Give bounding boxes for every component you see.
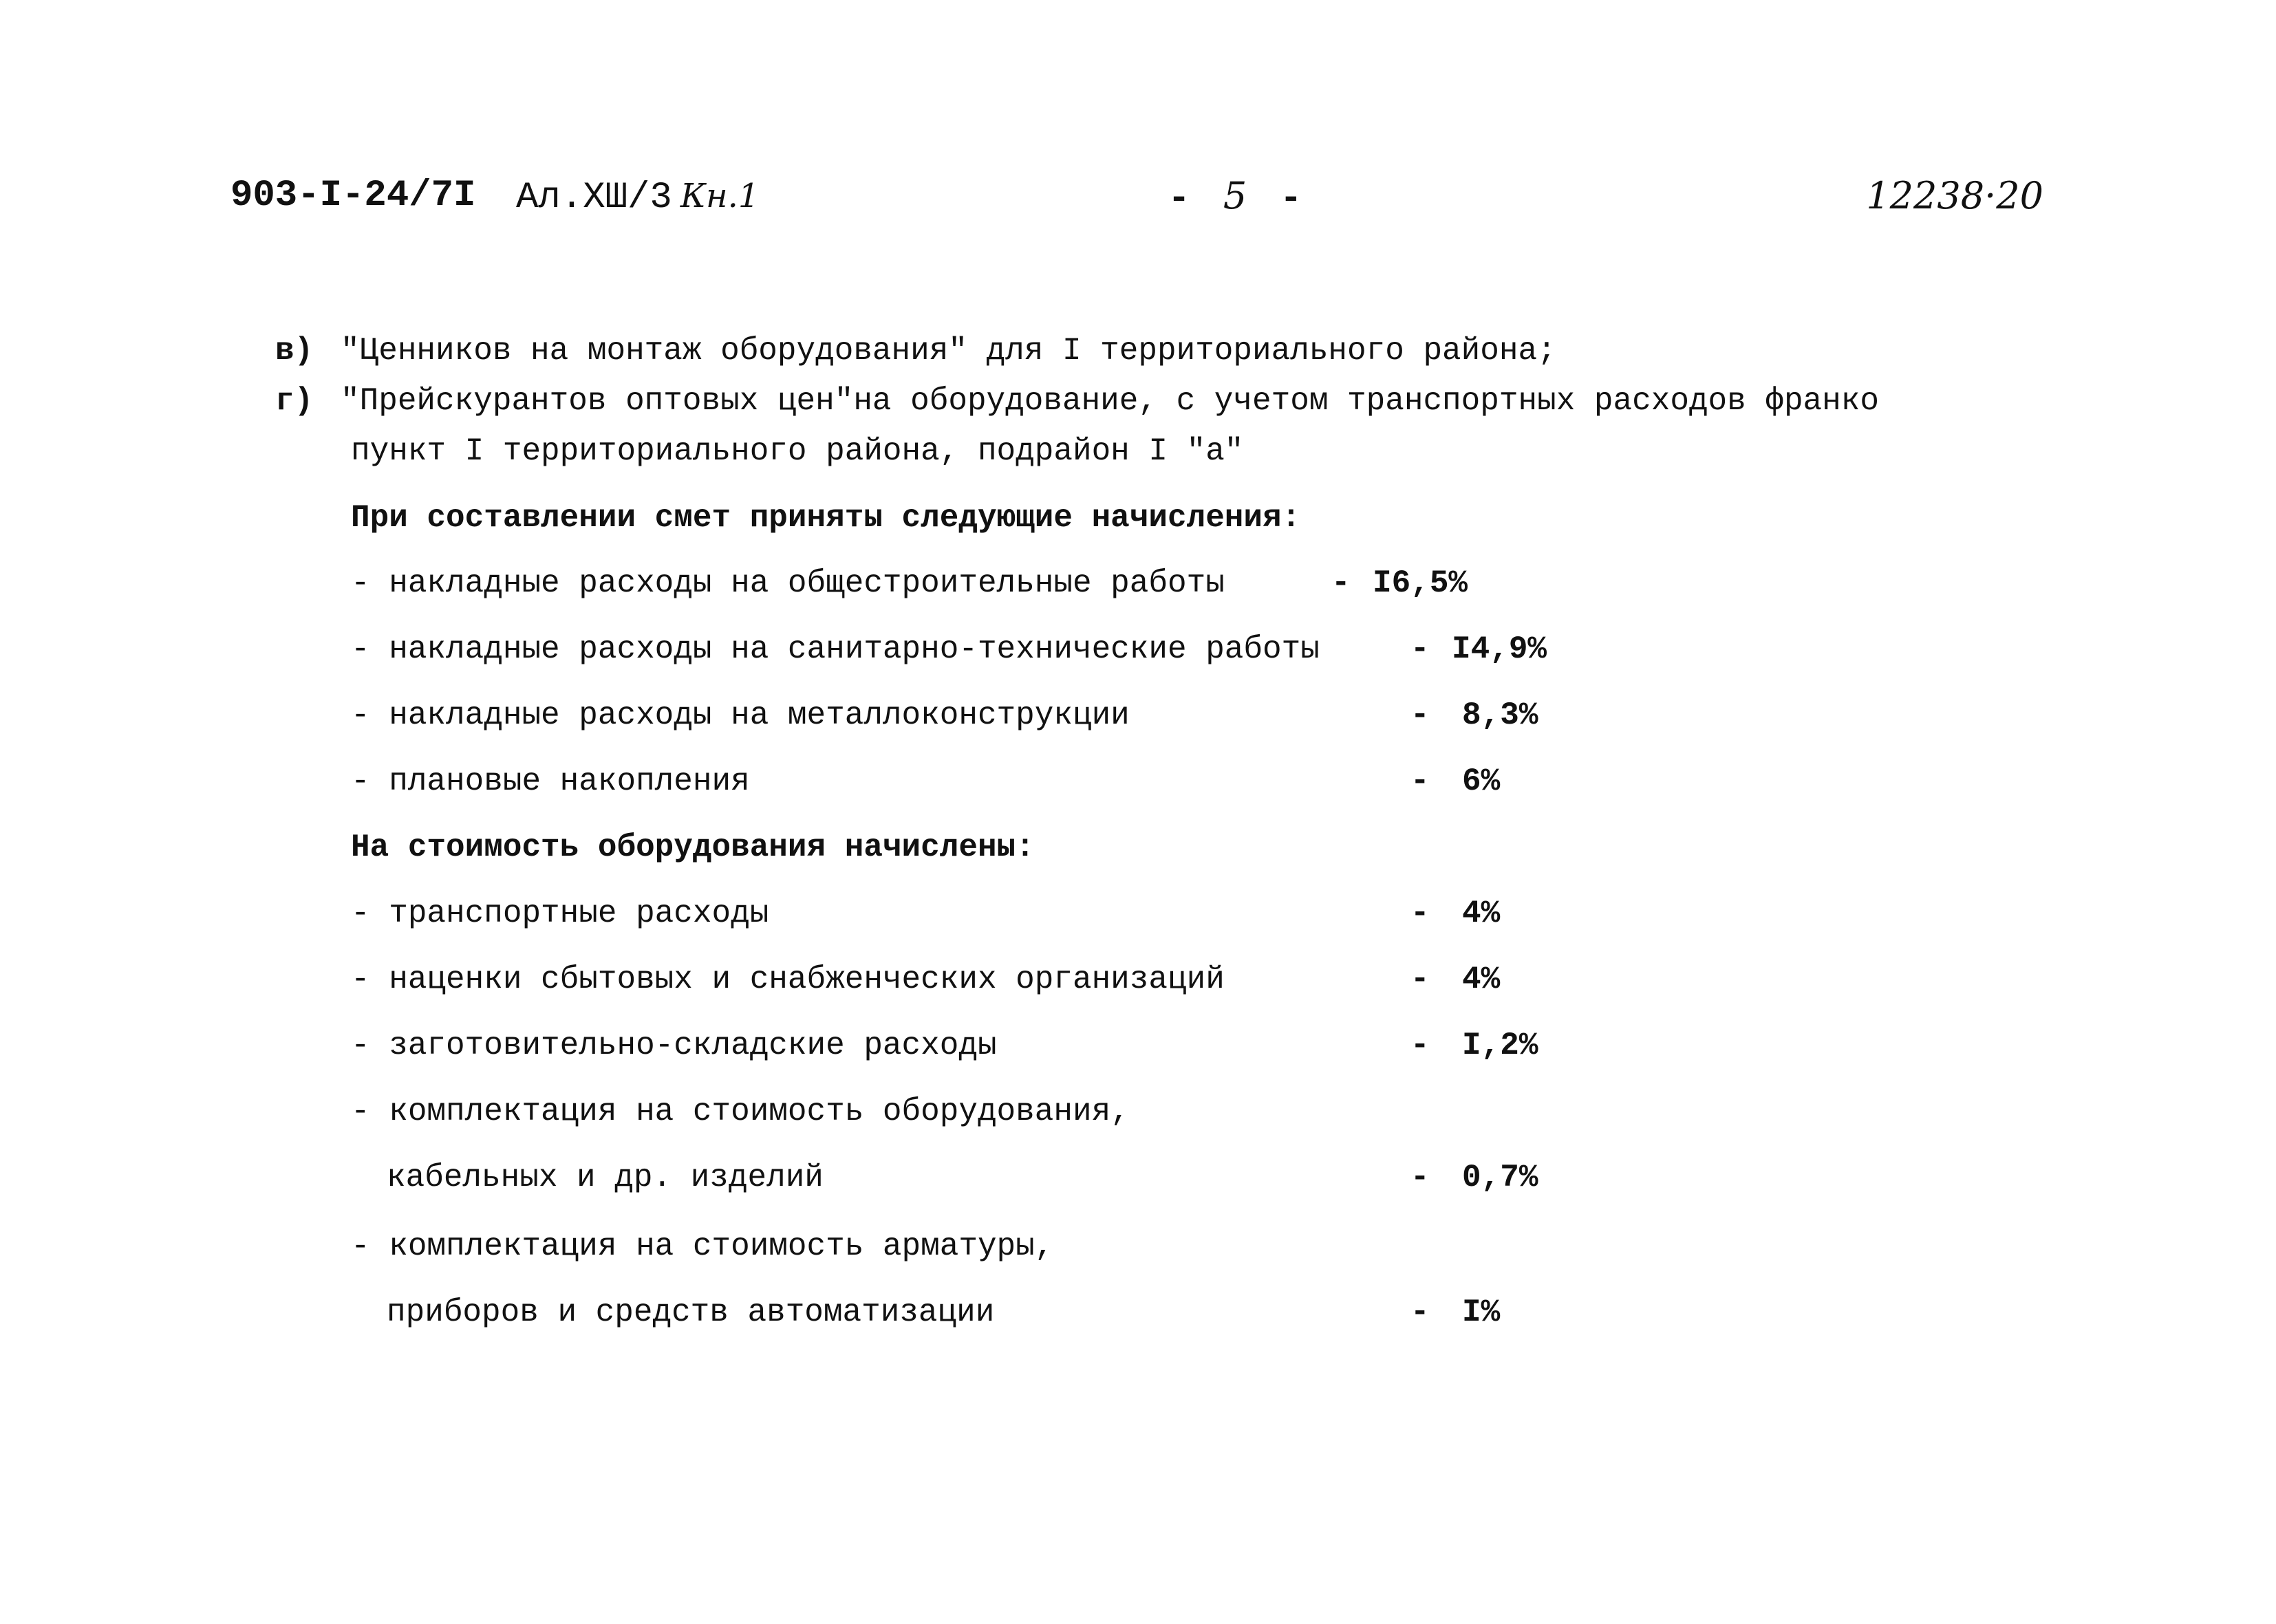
charge-row-value: I4,9% [1452,631,1547,667]
charge-row-label: - наценки сбытовых и снабженческих организаций [351,962,1225,997]
list-item-text: "Прейскурантов оптовых цен"на оборудование, с учетом транспортных расходов франко [341,383,1879,419]
list-marker: в) [275,333,314,369]
charge-row-label: - заготовительно-складские расходы [351,1028,997,1063]
charge-row-value: 8,3% [1462,697,1538,733]
charge-row-dash: - [1410,697,1430,733]
album-ref [516,172,759,222]
charge-row-label: - комплектация на стоимость арматуры, [351,1228,1054,1264]
list-item-g [275,380,1879,422]
charge-row-label: - комплектация на стоимость оборудования, [351,1094,1130,1129]
charge-row-label: - транспортные расходы [351,896,769,931]
book-label: Кн.1 [680,177,760,215]
charge-row-value: I6,5% [1373,565,1468,601]
section2-heading: На стоимость оборудования начислены: [351,830,1035,865]
charge-row-label: - накладные расходы на общестроительные работы [351,565,1225,601]
charge-row-label: - плановые накопления [351,764,750,799]
charge-row-value: 4% [1462,962,1501,997]
charge-row-dash: - [1410,896,1430,931]
doc-code: 903-I-24/7I [230,175,476,217]
album-label: Ал.ХШ/3 [516,177,672,219]
charge-row-dash: - [1410,1160,1430,1195]
inventory-number: 12238·20 [1866,174,2043,217]
charge-row-dash: - [1410,764,1430,799]
list-marker: г) [275,383,314,419]
charge-row-label-continuation: кабельных и др. изделий [387,1160,824,1195]
list-item-text: "Ценников на монтаж оборудования" для I территориального района; [341,333,1556,369]
page-number-value: 5 [1223,174,1247,217]
charge-row-dash: - [1410,1028,1430,1063]
page-dash-right: - [1280,178,1302,220]
charge-row-dash: - [1410,962,1430,997]
list-item-g-continuation: пункт I территориального района, подрайон I "а" [351,433,1244,469]
charge-row-label-continuation: приборов и средств автоматизации [387,1295,995,1330]
charge-row-value: I% [1462,1295,1501,1330]
charge-row-dash: - [1331,565,1351,601]
charge-row-value: 0,7% [1462,1160,1538,1195]
charge-row-dash: - [1410,1295,1430,1330]
charge-row-label: - накладные расходы на металлоконструкции [351,697,1130,733]
charge-row-value: I,2% [1462,1028,1538,1063]
charge-row-value: 4% [1462,896,1501,931]
charge-row-value: 6% [1462,764,1501,799]
charge-row-dash: - [1410,631,1430,667]
page-number [1149,172,1321,224]
page-dash-left: - [1168,178,1190,220]
charge-row-label: - накладные расходы на санитарно-технические работы [351,631,1320,667]
section1-heading: При составлении смет приняты следующие начисления: [351,500,1301,536]
list-item-v [275,330,1556,371]
